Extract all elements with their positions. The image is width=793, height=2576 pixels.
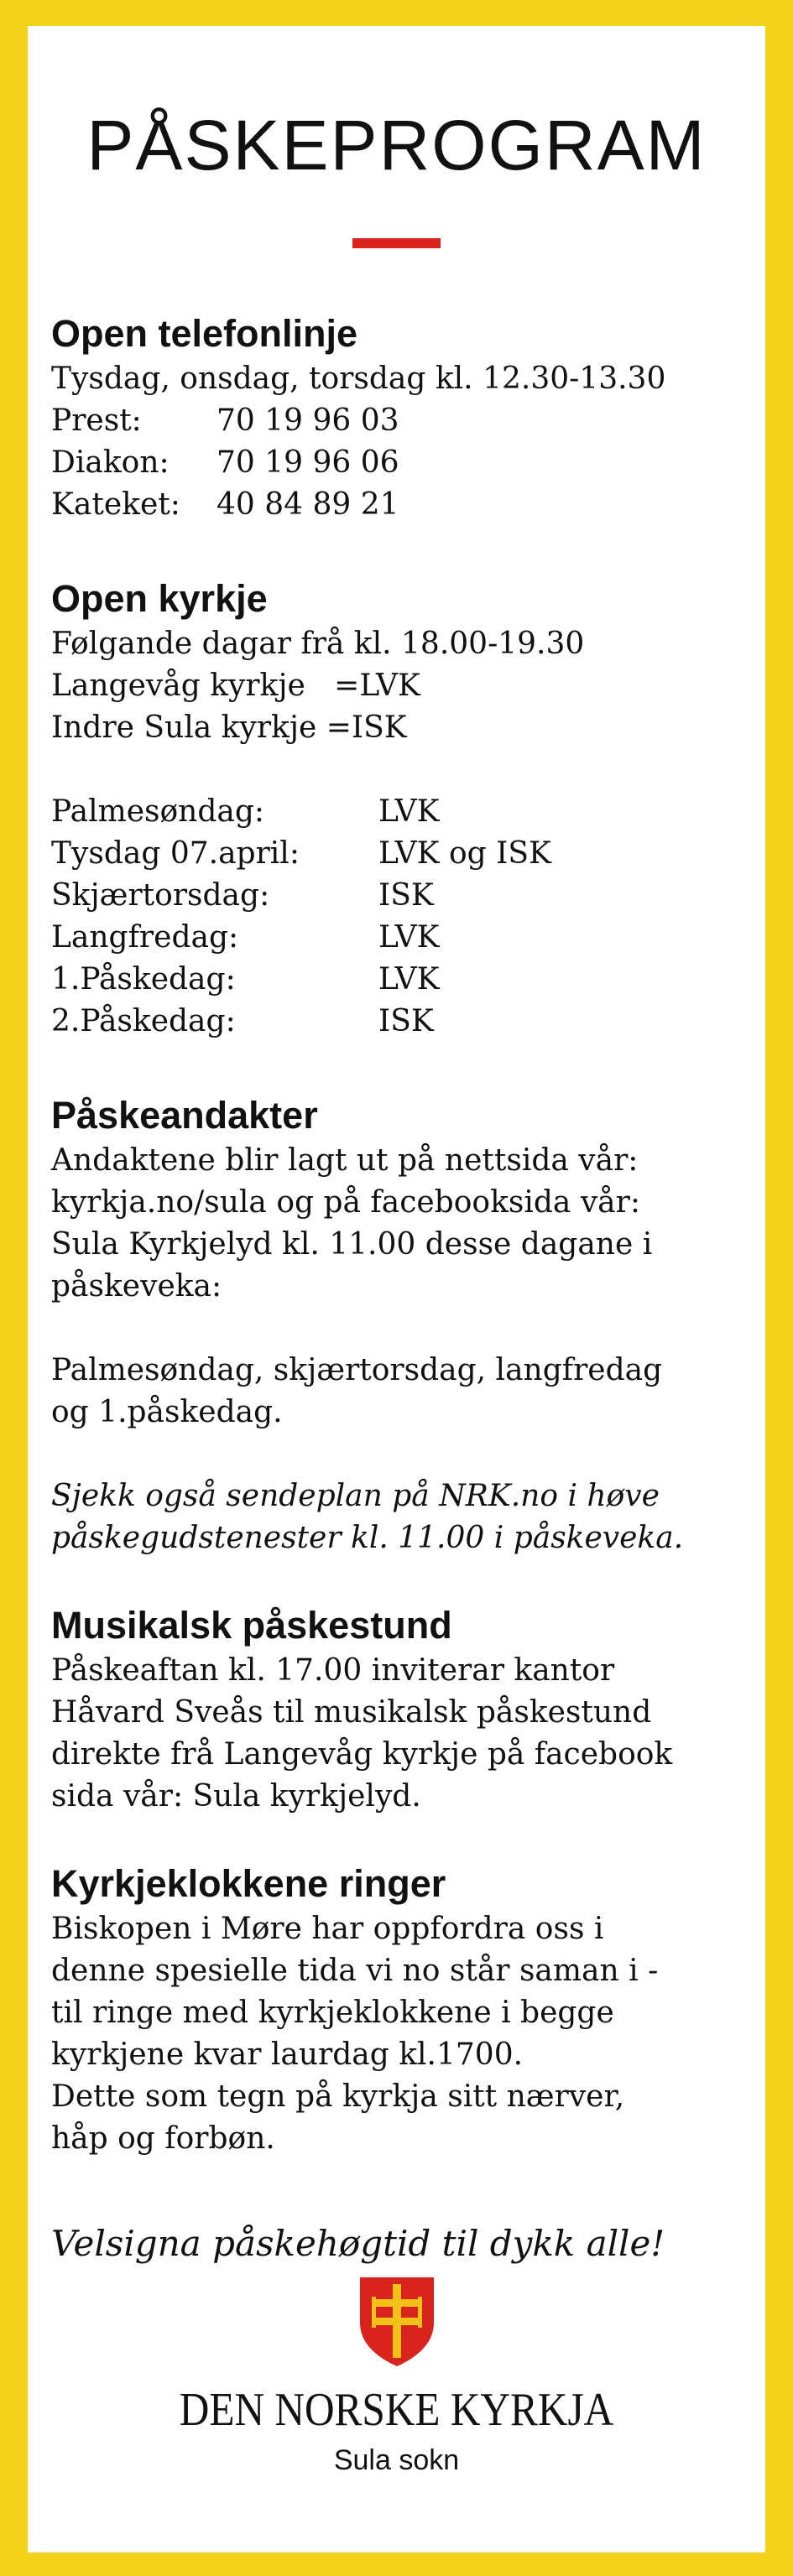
section-heading-telefon: Open telefonlinje [51,312,358,355]
andakter-line: Sula Kyrkjelyd kl. 11.00 desse dagane i [51,1227,653,1262]
klokker-line: denne spesielle tida vi no står saman i - [51,1954,659,1988]
kyrkje-line: Langevåg kyrkje =LVK [51,669,420,703]
church-logo [28,2274,765,2479]
contact-number: 70 19 96 06 [217,445,399,480]
day-place: ISK [378,878,434,913]
andakter-note: Sjekk også sendeplan på NRK.no i høve [51,1479,660,1513]
andakter-line: og 1.påskedag. [51,1395,283,1429]
section-heading-klokker: Kyrkjeklokkene ringer [51,1862,446,1905]
contact-number: 70 19 96 03 [217,403,399,438]
day-place: ISK [378,1004,434,1038]
klokker-line: Biskopen i Møre har oppfordra oss i [51,1912,604,1946]
musikalsk-line: Håvard Sveås til musikalsk påskestund [51,1695,652,1730]
day-row [51,875,756,917]
day-label: 1.Påskedag: [51,962,236,997]
andakter-line: påskeveka: [51,1269,222,1304]
musikalsk-line: Påskeaftan kl. 17.00 inviterar kantor [51,1653,615,1688]
contact-role: Prest: [51,403,142,438]
andakter-line: Palmesøndag, skjærtorsdag, langfredag [51,1353,663,1387]
section-klokker [51,1860,756,2160]
accent-divider [352,238,441,248]
church-cross-shield-icon [357,2274,437,2368]
day-place: LVK og ISK [378,836,551,871]
kyrkje-line: Følgande dagar frå kl. 18.00-19.30 [51,627,585,661]
day-row [51,833,756,875]
day-row [51,791,756,833]
andakter-note: påskegudstenester kl. 11.00 i påskeveka. [51,1521,684,1555]
andakter-line: Andaktene blir lagt ut på nettsida vår: [51,1143,639,1178]
day-row [51,917,756,959]
section-kyrkje [51,575,756,1043]
day-row [51,959,756,1001]
day-place: LVK [378,794,440,829]
poster-card [28,26,765,2553]
section-telefon [51,310,756,526]
day-place: LVK [378,920,440,955]
day-label: Palmesøndag: [51,794,265,829]
contact-role: Diakon: [51,445,170,480]
musikalsk-line: direkte frå Langevåg kyrkje på facebook [51,1737,673,1772]
day-label: Langfredag: [51,920,239,955]
day-row [51,1001,756,1043]
contact-row [51,484,756,526]
klokker-line: Dette som tegn på kyrkja sitt nærver, [51,2079,625,2114]
closing-blessing: Velsigna påskehøgtid til dykk alle! [51,2223,665,2264]
content [51,310,756,2267]
contact-row [51,400,756,442]
section-andakter [51,1091,756,1559]
org-name: DEN NORSKE KYRKJA [179,2384,614,2436]
contact-row [51,442,756,484]
section-musikalsk [51,1601,756,1818]
day-label: 2.Påskedag: [51,1004,236,1038]
section-heading-musikalsk: Musikalsk påskestund [51,1604,452,1647]
klokker-line: til ringe med kyrkjeklokkene i begge [51,1996,614,2030]
telefon-hours: Tysdag, onsdag, torsdag kl. 12.30-13.30 [51,362,666,396]
klokker-line: håp og forbøn. [51,2121,275,2156]
day-label: Skjærtorsdag: [51,878,270,913]
musikalsk-line: sida vår: Sula kyrkjelyd. [51,1779,421,1814]
section-heading-andakter: Påskeandakter [51,1094,318,1137]
section-heading-kyrkje: Open kyrkje [51,577,268,620]
page-title: PÅSKEPROGRAM [86,106,707,185]
klokker-line: kyrkjene kvar laurdag kl.1700. [51,2037,524,2072]
day-place: LVK [378,962,440,997]
contact-number: 40 84 89 21 [217,487,399,522]
kyrkje-line: Indre Sula kyrkje =ISK [51,710,407,745]
contact-role: Kateket: [51,487,180,522]
org-subtitle: Sula sokn [333,2444,460,2476]
andakter-line: kyrkja.no/sula og på facebooksida vår: [51,1185,640,1220]
day-label: Tysdag 07.april: [51,836,300,871]
